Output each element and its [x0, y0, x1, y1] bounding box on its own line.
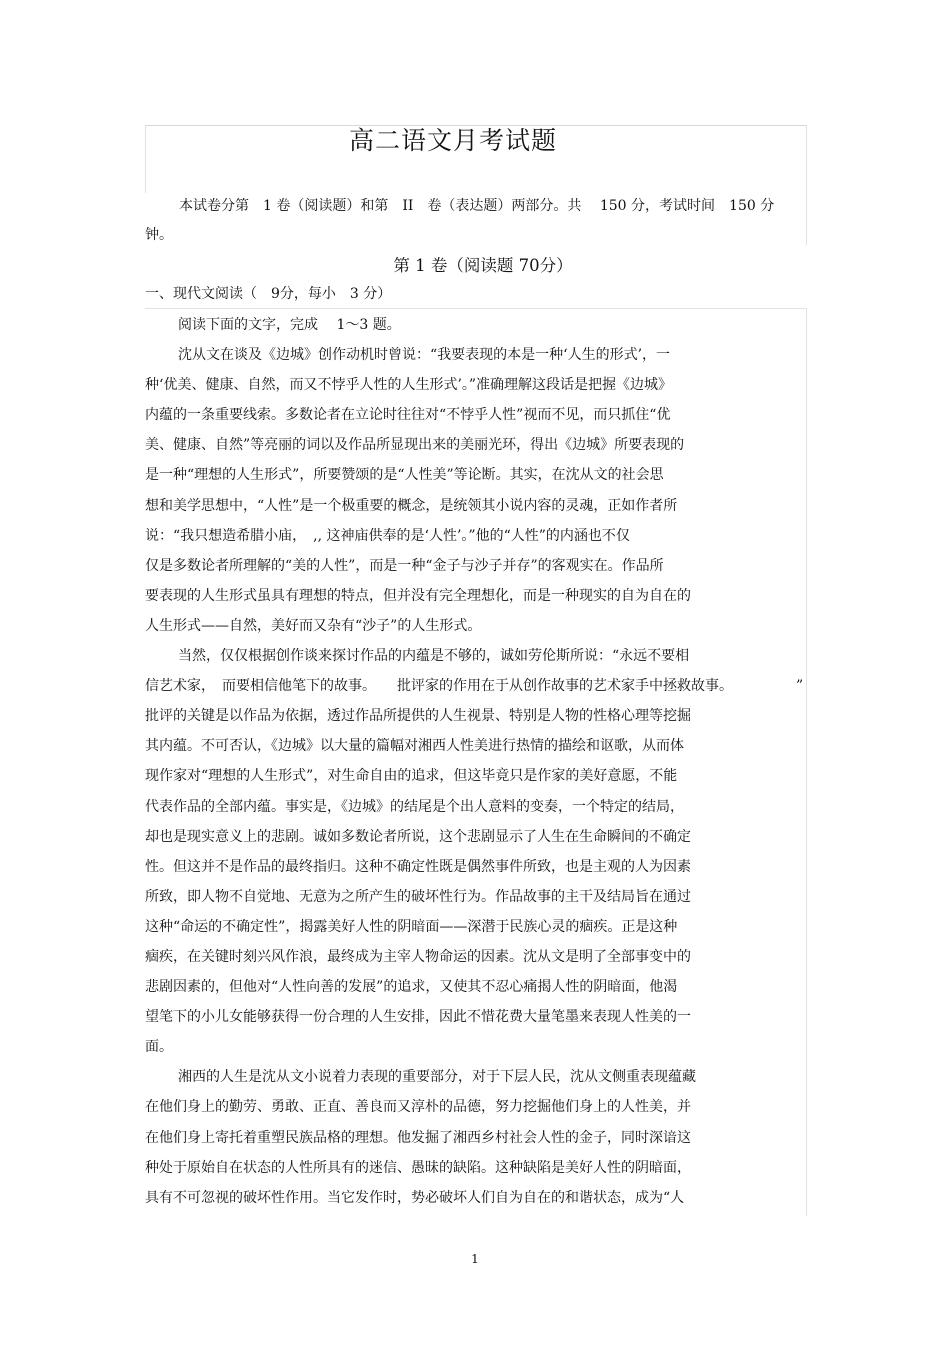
passage-line: 信艺术家， 而要相信他笔下的故事。 批评家的作用在于从创作故事的艺术家手中拯救故事。 ”	[145, 678, 804, 695]
passage-line: 当然，仅仅根据创作谈来探讨作品的内蕴是不够的，诚如劳伦斯所说：“永远不要相	[178, 648, 690, 665]
passage-line: 现作家对“理想的人生形式”，对生命自由的追求，但这毕竟只是作家的美好意愿，不能	[145, 768, 678, 785]
passage-line: 批评的关键是以作品为依据，透过作品所提供的人生视景、特别是人物的性格心理等挖掘	[145, 708, 691, 725]
passage-line: 阅读下面的文字，完成 1～3 题。	[178, 317, 401, 333]
intro-line: 本试卷分第 1 卷（阅读题）和第 II 卷（表达题）两部分。共 150 分，考试时间 150 分	[179, 198, 775, 214]
passage-line: 湘西的人生是沈从文小说着力表现的重要部分，对于下层人民，沈从文侧重表现蕴藏	[178, 1069, 696, 1086]
exam-intro	[145, 192, 806, 250]
passage-line: 种处于原始自在状态的人性所具有的迷信、愚昧的缺陷。这种缺陷是美好人性的阴暗面，	[145, 1159, 691, 1176]
passage-line: 在他们身上寄托着重塑民族品格的理想。他发掘了湘西乡村社会人性的金子，同时深谙这	[145, 1129, 691, 1146]
section-title: 第 1 卷（阅读题 70分）	[393, 256, 573, 275]
passage-line: 种‘优美、健康、自然，而又不悖乎人性的人生形式’。”准确理解这段话是把握《边城》	[145, 377, 673, 394]
passage-line: 所致，即人物不自觉地、无意为之所产生的破坏性行为。作品故事的主干及结局旨在通过	[145, 888, 691, 905]
passage-frame-right	[806, 308, 807, 1216]
passage-line: 具有不可忽视的破坏性作用。当它发作时，势必破坏人们自为自在的和谐状态，成为“人	[145, 1189, 685, 1206]
question-header: 一、现代文阅读（ 9分，每小 3 分）	[145, 286, 392, 302]
passage-line: 痼疾，在关键时刻兴风作浪，最终成为主宰人物命运的因素。沈从文是明了全部事变中的	[145, 948, 691, 965]
passage-line: 在他们身上的勤劳、勇敢、正直、善良而又淳朴的品德，努力挖掘他们身上的人性美，并	[145, 1099, 691, 1116]
passage-line: 仅是多数论者所理解的“美的人性”，而是一种“金子与沙子并存”的客观实在。作品所	[145, 557, 664, 574]
passage-line: 内蕴的一条重要线索。多数论者在立论时往往对“不悖乎人性”视而不见，而只抓住“优	[145, 407, 671, 424]
passage-line: 说：“我只想造希腊小庙， ,, 这神庙供奉的是‘人性’。”他的“人性”的内涵也不仅	[145, 527, 630, 544]
document-title: 高二语文月考试题	[348, 126, 557, 155]
page-number: 1	[471, 1252, 479, 1266]
passage-line: 悲剧因素的，但他对“人性向善的发展”的追求，又使其不忍心痛揭人性的阴暗面，他渴	[145, 979, 678, 996]
passage-line: 却也是现实意义上的悲剧。诚如多数论者所说，这个悲剧显示了人生在生命瞬间的不确定	[145, 828, 691, 845]
passage-line: 人生形式——自然，美好而又杂有“沙子”的人生形式。	[145, 617, 482, 634]
passage-line: 美、健康、自然”等亮丽的词以及作品所显现出来的美丽光环，得出《边城》所要表现的	[145, 437, 685, 454]
passage-line: 望笔下的小儿女能够获得一份合理的人生安排，因此不惜花费大量笔墨来表现人性美的一	[145, 1009, 691, 1026]
passage-line: 性。但这并不是作品的最终指归。这种不确定性既是偶然事件所致，也是主观的人为因素	[145, 858, 691, 875]
passage-line: 这种“命运的不确定性”，揭露美好人性的阴暗面——深潜于民族心灵的痼疾。正是这种	[145, 918, 678, 935]
intro-line: 钟。	[145, 227, 173, 243]
passage-line: 想和美学思想中，“人性”是一个极重要的概念，是统领其小说内容的灵魂，正如作者所	[145, 497, 678, 514]
passage-line: 其内蕴。不可否认，《边城》以大量的篇幅对湘西人性美进行热情的描绘和讴歌，从而体	[145, 738, 684, 755]
passage-line: 面。	[145, 1039, 173, 1056]
passage-line: 要表现的人生形式虽具有理想的特点，但并没有完全理想化，而是一种现实的自为自在的	[145, 587, 691, 604]
passage-frame-top	[145, 308, 806, 309]
reading-passage	[145, 310, 806, 1213]
passage-line: 是一种“理想的人生形式”，所要赞颂的是“人性美”等论断。其实，在沈从文的社会思	[145, 467, 664, 484]
passage-line: 代表作品的全部内蕴。事实是，《边城》的结尾是个出人意料的变奏，一个特定的结局，	[145, 798, 684, 815]
passage-line: 沈从文在谈及《边城》创作动机时曾说：“我要表现的本是一种‘人生的形式’，一	[178, 347, 671, 364]
